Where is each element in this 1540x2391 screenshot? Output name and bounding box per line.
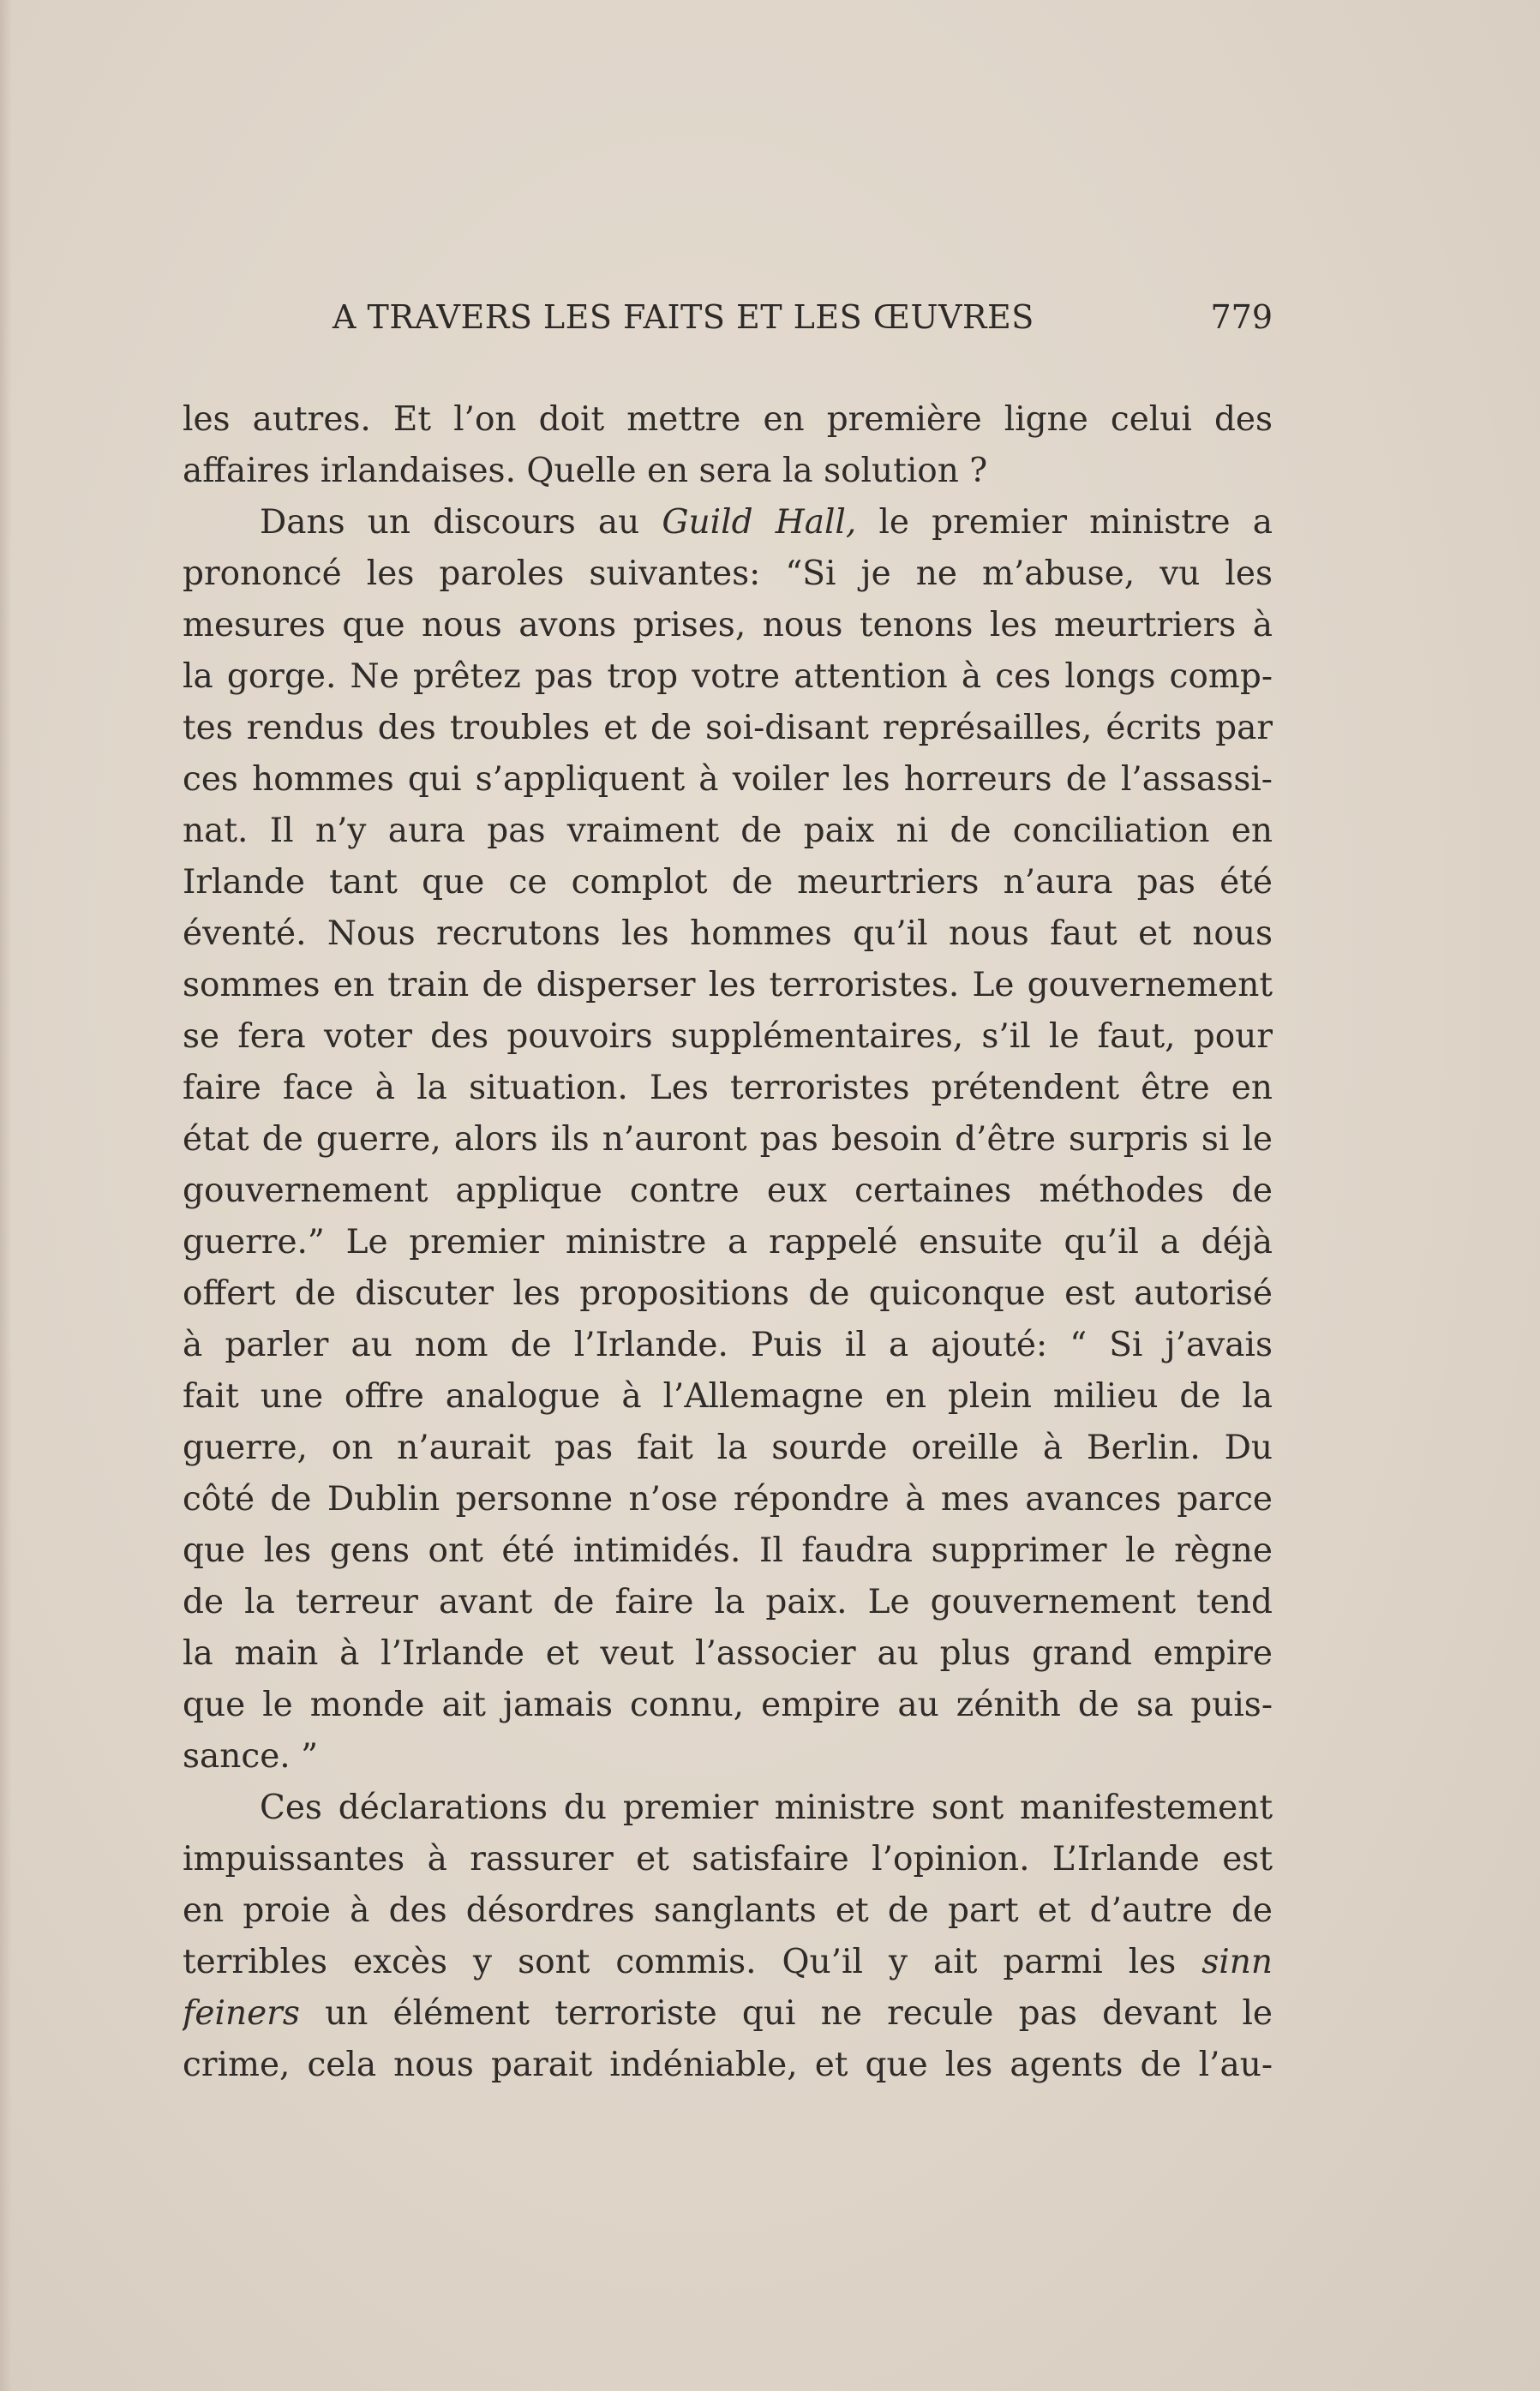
text-line: de la terreur avant de faire la paix. Le gouvernement tend	[183, 1583, 1273, 1621]
text-line: gouvernement applique contre eux certaines méthodes de	[183, 1172, 1273, 1210]
text-segment: un élément terroriste qui ne recule pas devant le	[299, 1994, 1273, 2033]
text-line	[183, 1937, 1273, 1988]
italic-title: Guild Hall,	[662, 503, 857, 542]
text-line: offert de discuter les propositions de quiconque est autorisé	[183, 1274, 1273, 1313]
text-line: que les gens ont été intimidés. Il faudra supprimer le règne	[183, 1531, 1273, 1570]
text-line: crime, cela nous parait indéniable, et que les agents de l’au-	[183, 2046, 1273, 2084]
text-line: que le monde ait jamais connu, empire au zénith de sa puis-	[183, 1686, 1273, 1724]
page-gutter-shadow	[0, 0, 12, 2391]
text-line: les autres. Et l’on doit mettre en première ligne celui des	[183, 400, 1273, 439]
text-line: sommes en train de disperser les terroristes. Le gouvernement	[183, 966, 1273, 1004]
italic-term: sinn	[1201, 1943, 1273, 1981]
text-line	[183, 1988, 1273, 2040]
text-segment: le premier ministre a	[856, 503, 1273, 542]
text-line: tes rendus des troubles et de soi-disant représailles, écrits par	[183, 709, 1273, 747]
text-segment: terribles excès y sont commis. Qu’il y ait parmi les	[183, 1943, 1202, 1981]
text-line: à parler au nom de l’Irlande. Puis il a ajouté: “ Si j’avais	[183, 1326, 1273, 1364]
text-line: guerre, on n’aurait pas fait la sourde oreille à Berlin. Du	[183, 1429, 1273, 1467]
running-title: A TRAVERS LES FAITS ET LES ŒUVRES	[333, 298, 1034, 336]
italic-term: feiners	[183, 1994, 300, 2033]
text-line: la main à l’Irlande et veut l’associer au plus grand empire	[183, 1634, 1273, 1673]
text-line: éventé. Nous recrutons les hommes qu’il nous faut et nous	[183, 914, 1273, 953]
text-line: faire face à la situation. Les terroristes prétendent être en	[183, 1069, 1273, 1107]
text-line: en proie à des désordres sanglants et de part et d’autre de	[183, 1891, 1273, 1930]
page-header	[183, 293, 1273, 341]
text-line: guerre.” Le premier ministre a rappelé ensuite qu’il a déjà	[183, 1223, 1273, 1261]
text-segment: Dans un discours au	[260, 503, 662, 542]
text-line: prononcé les paroles suivantes: “Si je ne m’abuse, vu les	[183, 554, 1273, 593]
text-line: état de guerre, alors ils n’auront pas besoin d’être surpris si le	[183, 1120, 1273, 1159]
text-line: Irlande tant que ce complot de meurtriers n’aura pas été	[183, 863, 1273, 902]
text-line: côté de Dublin personne n’ose répondre à mes avances parce	[183, 1480, 1273, 1519]
text-line: fait une offre analogue à l’Allemagne en plein milieu de la	[183, 1377, 1273, 1416]
text-line: la gorge. Ne prêtez pas trop votre attention à ces longs comp-	[183, 657, 1273, 696]
text-line: sance. ”	[183, 1737, 319, 1776]
text-line: affaires irlandaises. Quelle en sera la solution ?	[183, 452, 988, 490]
text-line: ces hommes qui s’appliquent à voiler les horreurs de l’assassi-	[183, 760, 1273, 799]
body-text	[183, 394, 1273, 2091]
page-number: 779	[1210, 298, 1273, 336]
text-line	[183, 497, 1273, 548]
text-line: nat. Il n’y aura pas vraiment de paix ni de conciliation en	[183, 812, 1273, 850]
text-line: Ces déclarations du premier ministre sont manifestement	[260, 1789, 1273, 1827]
text-line: mesures que nous avons prises, nous tenons les meurtriers à	[183, 606, 1273, 644]
text-line: se fera voter des pouvoirs supplémentaires, s’il le faut, pour	[183, 1017, 1273, 1056]
text-line: impuissantes à rassurer et satisfaire l’opinion. L’Irlande est	[183, 1840, 1273, 1879]
